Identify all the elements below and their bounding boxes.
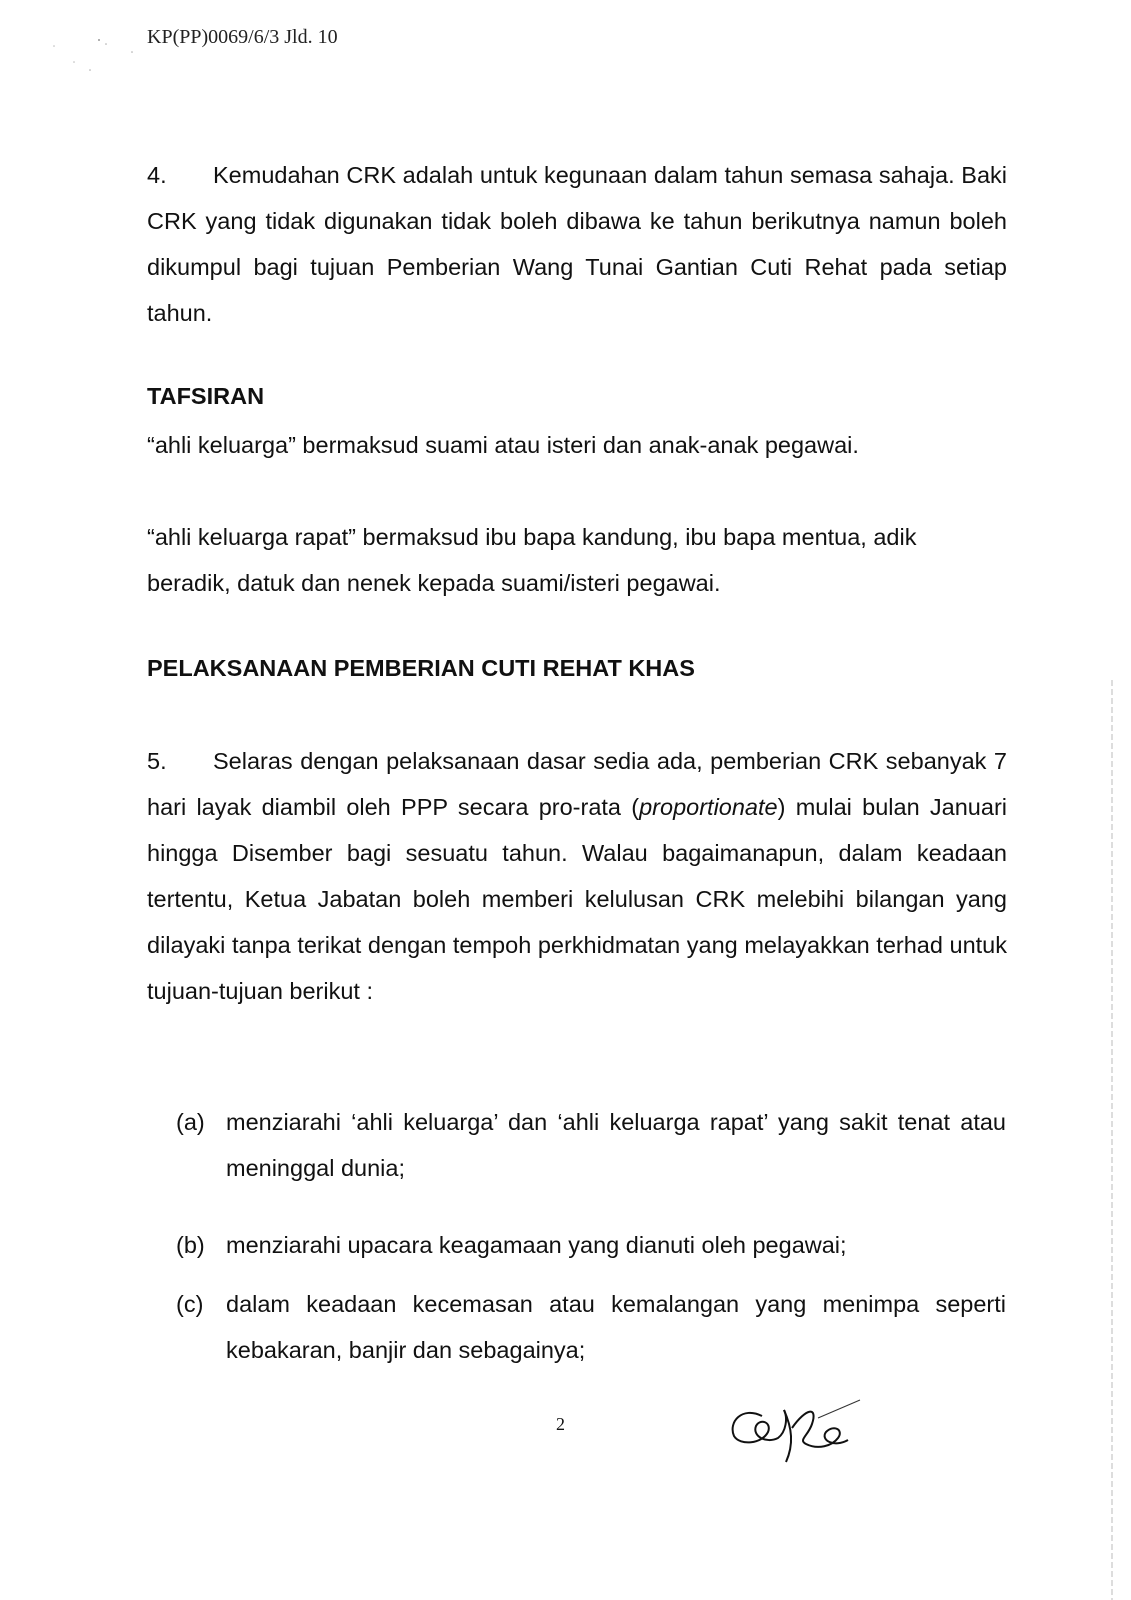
list-item-label: (c) [176, 1291, 204, 1317]
list-item-label: (a) [176, 1109, 205, 1135]
paragraph-text: Kemudahan CRK adalah untuk kegunaan dalam tahun semasa sahaja. Baki CRK yang tidak digunakan tidak boleh dibawa ke tahun berikutnya namun boleh dikumpul bagi tujuan Pemberian Wang Tunai Gantian Cuti Rehat pada setiap tahun. [147, 162, 1007, 326]
page-number: 2 [556, 1414, 565, 1434]
paragraph-text-start: Selaras dengan pelaksanaan dasar sedia ada, pemberian CRK sebanyak 7 hari layak diambil oleh PPP secara pro-rata ( [147, 748, 1007, 820]
signature [722, 1388, 872, 1468]
paragraph-number: 4. [147, 162, 167, 188]
section-heading-pelaksanaan: PELAKSANAAN PEMBERIAN CUTI REHAT KHAS [147, 655, 695, 681]
list-item [176, 1222, 1006, 1268]
list-item-label: (b) [176, 1232, 205, 1258]
paragraph-4 [147, 152, 1007, 336]
list-item [176, 1281, 1006, 1373]
scan-edge-line [1111, 680, 1113, 1600]
list-item-text: menziarahi ‘ahli keluarga’ dan ‘ahli keluarga rapat’ yang sakit tenat atau meninggal dunia; [226, 1109, 1006, 1181]
definition-ahli-keluarga: “ahli keluarga” bermaksud suami atau isteri dan anak-anak pegawai. [147, 432, 859, 458]
list-item [176, 1099, 1006, 1191]
definition-ahli-keluarga-rapat: “ahli keluarga rapat” bermaksud ibu bapa kandung, ibu bapa mentua, adik beradik, datuk dan nenek kepada suami/isteri pegawai. [147, 524, 917, 596]
paragraph-5 [147, 738, 1007, 1014]
list-item-text: menziarahi upacara keagamaan yang dianuti oleh pegawai; [226, 1232, 847, 1258]
list-item-text: dalam keadaan kecemasan atau kemalangan yang menimpa seperti kebakaran, banjir dan sebagainya; [226, 1291, 1006, 1363]
scan-specks [44, 30, 134, 80]
paragraph-number: 5. [147, 748, 167, 774]
document-reference: KP(PP)0069/6/3 Jld. 10 [147, 26, 338, 48]
section-heading-tafsiran: TAFSIRAN [147, 383, 265, 409]
paragraph-text-italic: proportionate [639, 794, 778, 820]
paragraph-text-end: ) mulai bulan Januari hingga Disember bagi sesuatu tahun. Walau bagaimanapun, dalam keadaan tertentu, Ketua Jabatan boleh memberi kelulusan CRK melebihi bilangan yang dilayaki tanpa terikat dengan tempoh perkhidmatan yang melayakkan terhad untuk tujuan-tujuan berikut : [147, 794, 1007, 1004]
